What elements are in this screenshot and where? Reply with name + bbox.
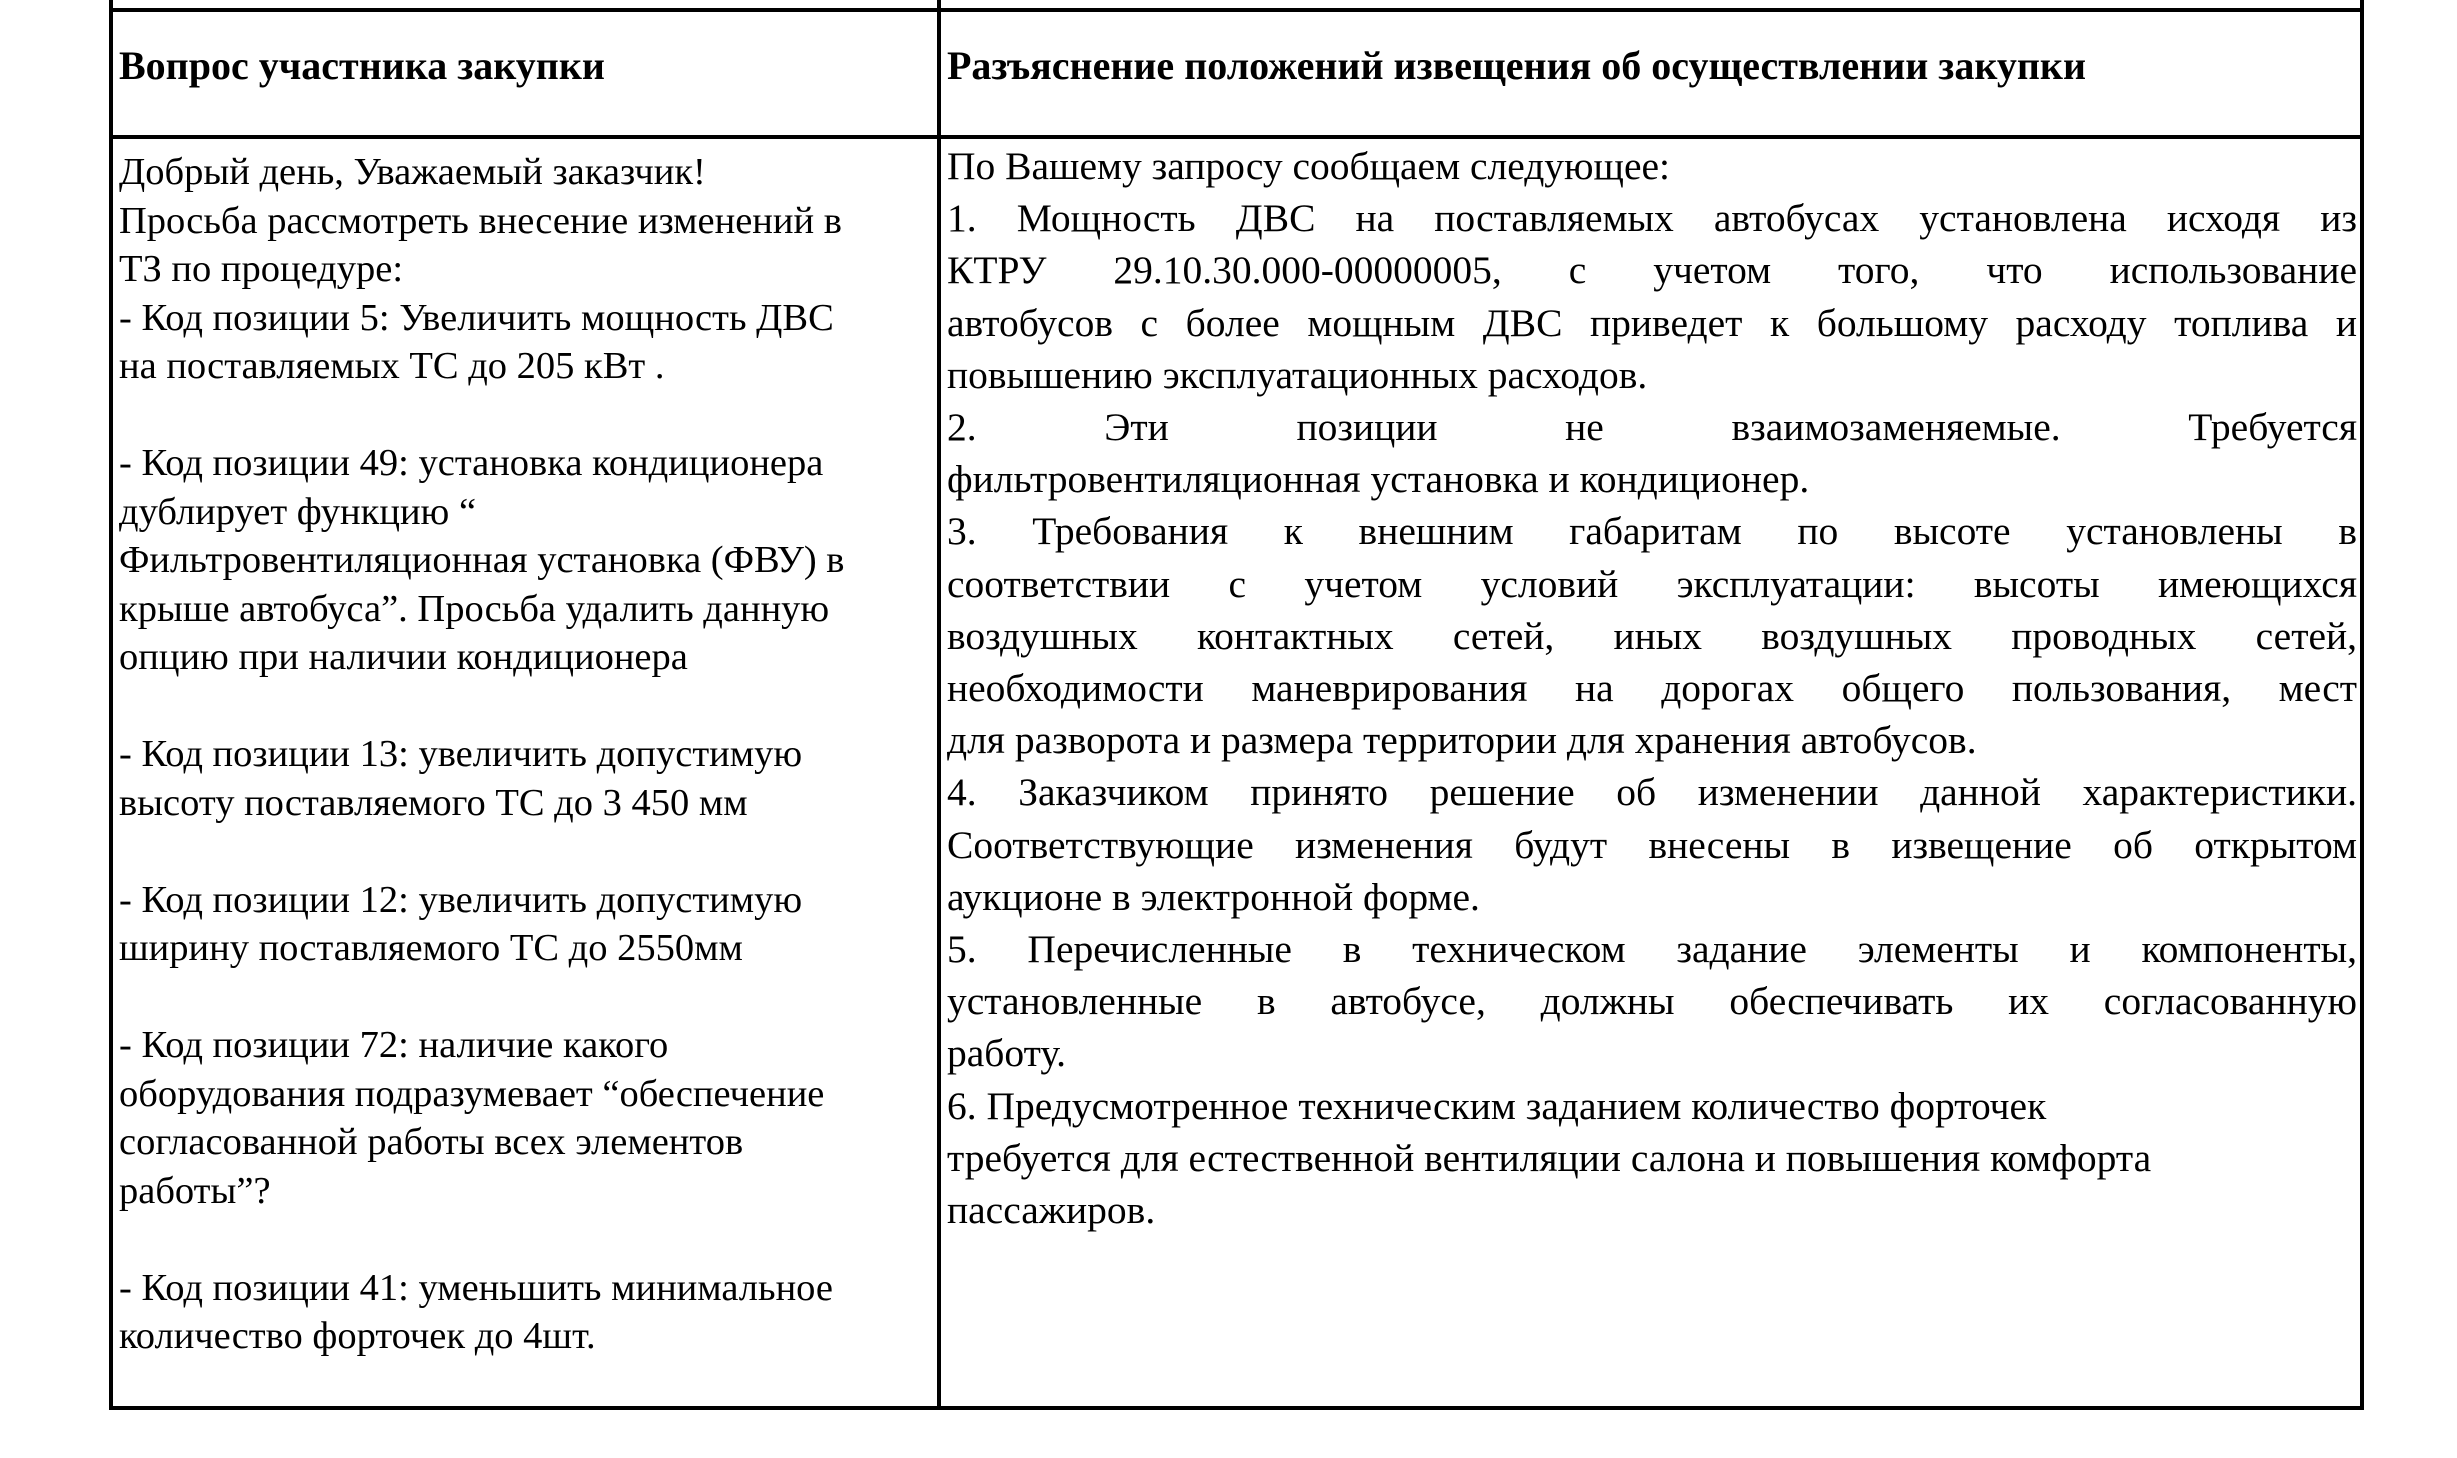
question-line: крыше автобуса”. Просьба удалить данную: [119, 587, 830, 630]
clarification-table: [109, 0, 2364, 1410]
question-line: - Код позиции 12: увеличить допустимую: [119, 878, 803, 921]
question-line: на поставляемых ТС до 205 кВт .: [119, 345, 665, 387]
question-line: ТЗ по процедуре:: [119, 248, 404, 290]
question-line: ширину поставляемого ТС до 2550мм: [119, 927, 743, 969]
question-line: согласованной работы всех элементов: [119, 1121, 744, 1163]
answer-line: автобусов с более мощным ДВС приведет к большому расходу топлива и: [947, 300, 2357, 345]
answer-line: повышению эксплуатационных расходов.: [947, 352, 1648, 397]
question-column-header: Вопрос участника закупки: [119, 43, 605, 88]
table-top-border: [113, 8, 2360, 12]
answer-line: требуется для естественной вентиляции салона и повышения комфорта: [947, 1135, 2152, 1180]
question-line: работы”?: [119, 1169, 271, 1212]
question-line: опцию при наличии кондиционера: [119, 636, 688, 678]
answer-column-header: Разъяснение положений извещения об осуществлении закупки: [947, 43, 2087, 88]
answer-line: соответствии с учетом условий эксплуатации: высоты имеющихся: [947, 561, 2357, 606]
question-line: дублирует функцию “: [119, 490, 477, 533]
question-line: количество форточек до 4шт.: [119, 1315, 596, 1357]
question-line: - Код позиции 72: наличие какого: [119, 1024, 669, 1066]
question-line: высоту поставляемого ТС до 3 450 мм: [119, 781, 748, 824]
question-line: оборудования подразумевает “обеспечение: [119, 1072, 825, 1115]
answer-line: По Вашему запросу сообщаем следующее:: [947, 144, 1671, 188]
blank-line: [119, 1215, 931, 1264]
blank-line: [119, 682, 931, 731]
question-line: Фильтровентиляционная установка (ФВУ) в: [119, 539, 845, 581]
answer-line: 6. Предусмотренное техническим заданием количество форточек: [947, 1083, 2047, 1128]
answer-cell: [947, 140, 2357, 1236]
answer-line: необходимости маневрирования на дорогах общего пользования, мест: [947, 666, 2357, 711]
question-line: Просьба рассмотреть внесение изменений в: [119, 199, 842, 242]
column-divider: [937, 0, 941, 1406]
question-line: - Код позиции 49: установка кондиционера: [119, 442, 824, 484]
question-line: Добрый день, Уважаемый заказчик!: [119, 151, 706, 193]
answer-line: пассажиров.: [947, 1188, 1156, 1233]
answer-line: КТРУ 29.10.30.000-00000005, с учетом того, что использование: [947, 248, 2357, 293]
question-line: - Код позиции 5: Увеличить мощность ДВС: [119, 296, 834, 339]
question-line: - Код позиции 13: увеличить допустимую: [119, 733, 803, 775]
answer-line: для разворота и размера территории для хранения автобусов.: [947, 718, 1977, 763]
answer-line: фильтровентиляционная установка и кондиционер.: [947, 457, 1810, 502]
answer-line: 1. Мощность ДВС на поставляемых автобусах установлена исходя из: [947, 196, 2357, 241]
answer-line: воздушных контактных сетей, иных воздушных проводных сетей,: [947, 613, 2357, 658]
answer-line: Соответствующие изменения будут внесены в извещение об открытом: [947, 822, 2357, 867]
question-line: - Код позиции 41: уменьшить минимальное: [119, 1266, 833, 1309]
answer-line: 5. Перечисленные в техническом задание элементы и компоненты,: [947, 927, 2357, 972]
answer-line: работу.: [947, 1031, 1067, 1076]
blank-line: [119, 391, 931, 440]
answer-line: аукционе в электронной форме.: [947, 874, 1480, 919]
header-divider: [113, 135, 2360, 139]
answer-line: установленные в автобусе, должны обеспечивать их согласованную: [947, 979, 2357, 1024]
answer-line: 2. Эти позиции не взаимозаменяемые. Требуется: [947, 405, 2357, 450]
question-cell: [119, 148, 931, 1361]
answer-line: 3. Требования к внешним габаритам по высоте установлены в: [947, 509, 2357, 554]
blank-line: [119, 973, 931, 1022]
answer-line: 4. Заказчиком принято решение об изменении данной характеристики.: [947, 770, 2357, 815]
blank-line: [119, 827, 931, 876]
